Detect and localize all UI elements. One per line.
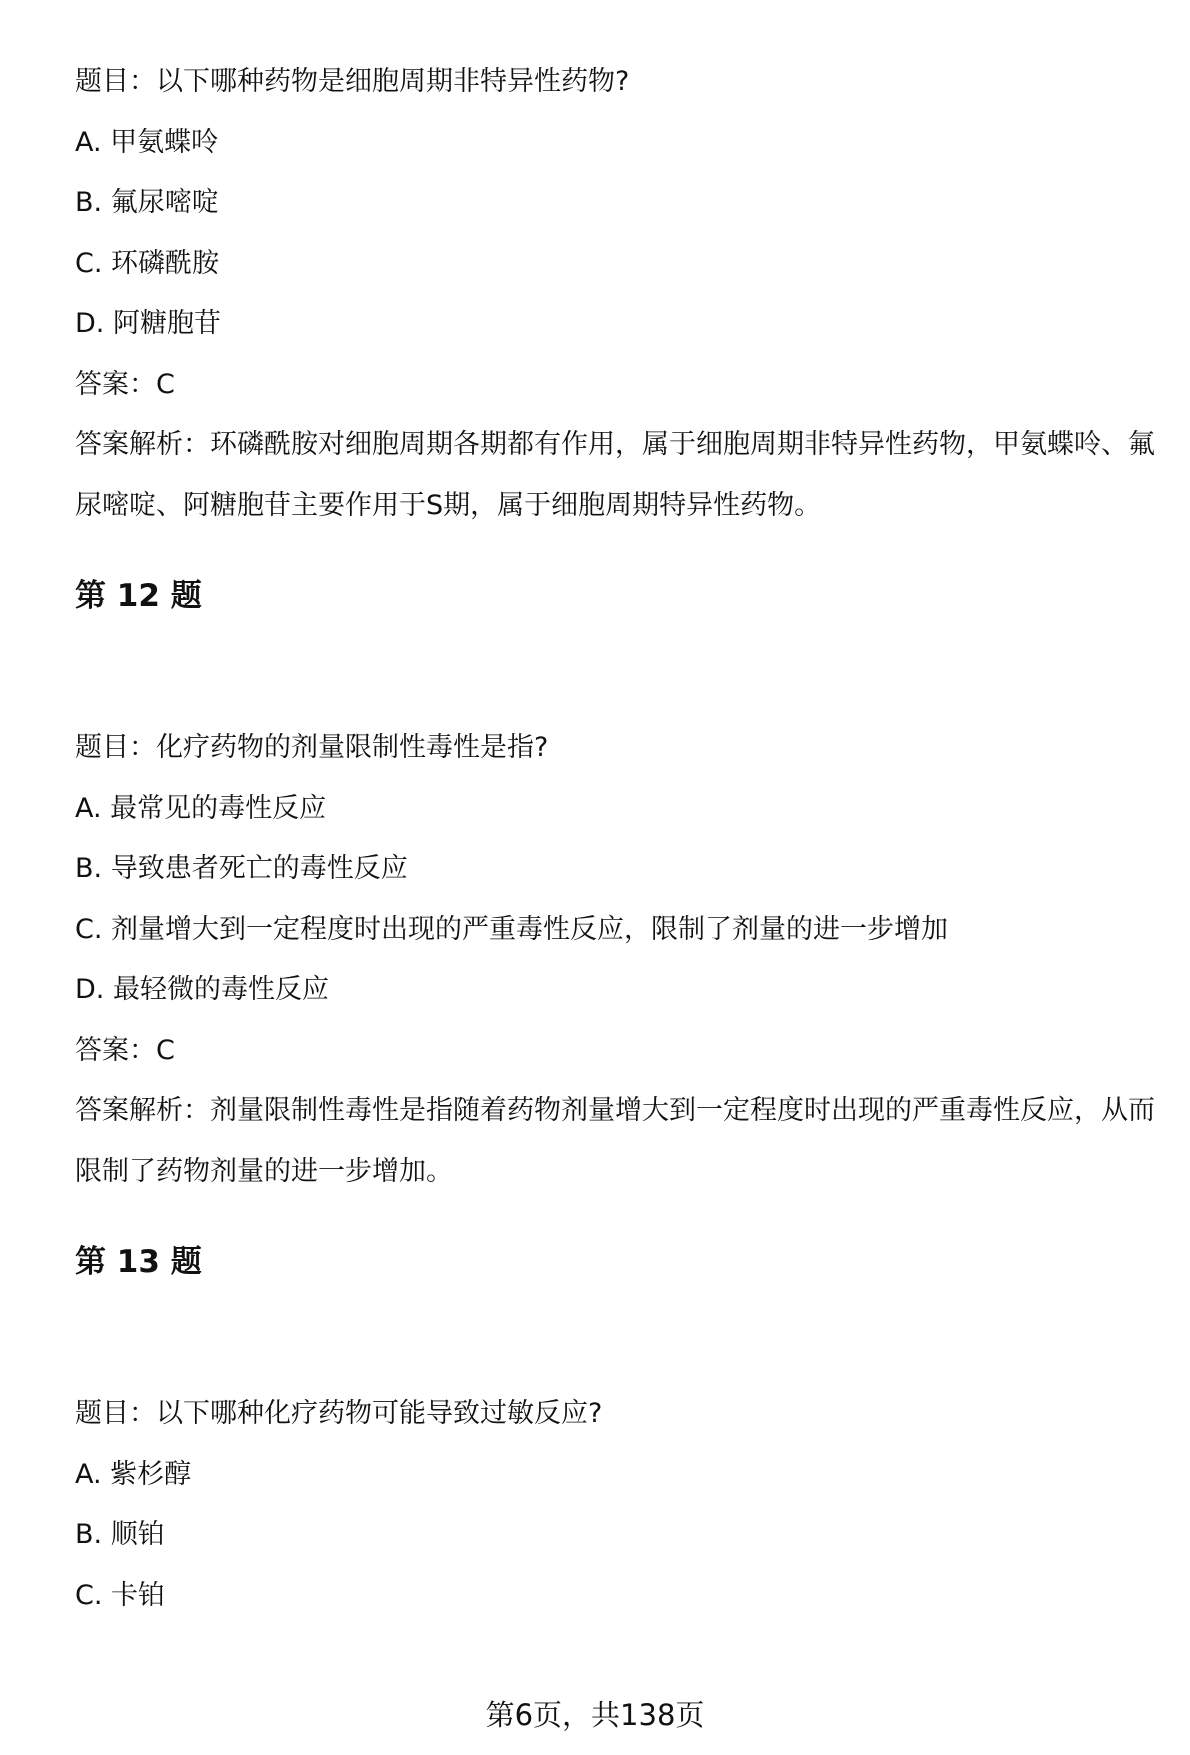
question-heading: 第 13 题 [75,1244,202,1280]
answer-text: 答案：C [75,1034,175,1066]
option-c: C. 环磷酰胺 [75,247,220,279]
question-12-block [75,566,1155,1202]
option-c: C. 卡铂 [75,1579,166,1611]
answer-explanation: 答案解析：环磷酰胺对细胞周期各期都有作用，属于细胞周期非特异性药物，甲氨蝶呤、氟尿嘧啶、阿糖胞苷主要作用于S期，属于细胞周期特异性药物。 [75,429,1155,521]
question-11-block [75,52,1155,536]
question-13-block [75,1232,1155,1626]
option-a: A. 最常见的毒性反应 [75,792,327,824]
question-text: 题目：以下哪种药物是细胞周期非特异性药物? [75,66,630,97]
option-c: C. 剂量增大到一定程度时出现的严重毒性反应，限制了剂量的进一步增加 [75,913,949,945]
option-a: A. 甲氨蝶呤 [75,126,219,158]
question-heading: 第 12 题 [75,578,202,614]
question-text: 题目：化疗药物的剂量限制性毒性是指? [75,732,549,763]
option-b: B. 氟尿嘧啶 [75,187,219,218]
option-b: B. 顺铂 [75,1519,165,1550]
answer-explanation: 答案解析：剂量限制性毒性是指随着药物剂量增大到一定程度时出现的严重毒性反应，从而限制了药物剂量的进一步增加。 [75,1095,1155,1187]
page-number-footer: 第6页，共138页 [485,1698,705,1732]
document-page [75,52,1155,1626]
answer-text: 答案：C [75,368,175,400]
option-a: A. 紫杉醇 [75,1458,192,1490]
question-text: 题目：以下哪种化疗药物可能导致过敏反应? [75,1398,603,1429]
option-d: D. 阿糖胞苷 [75,308,221,339]
option-d: D. 最轻微的毒性反应 [75,974,329,1005]
option-b: B. 导致患者死亡的毒性反应 [75,853,408,884]
